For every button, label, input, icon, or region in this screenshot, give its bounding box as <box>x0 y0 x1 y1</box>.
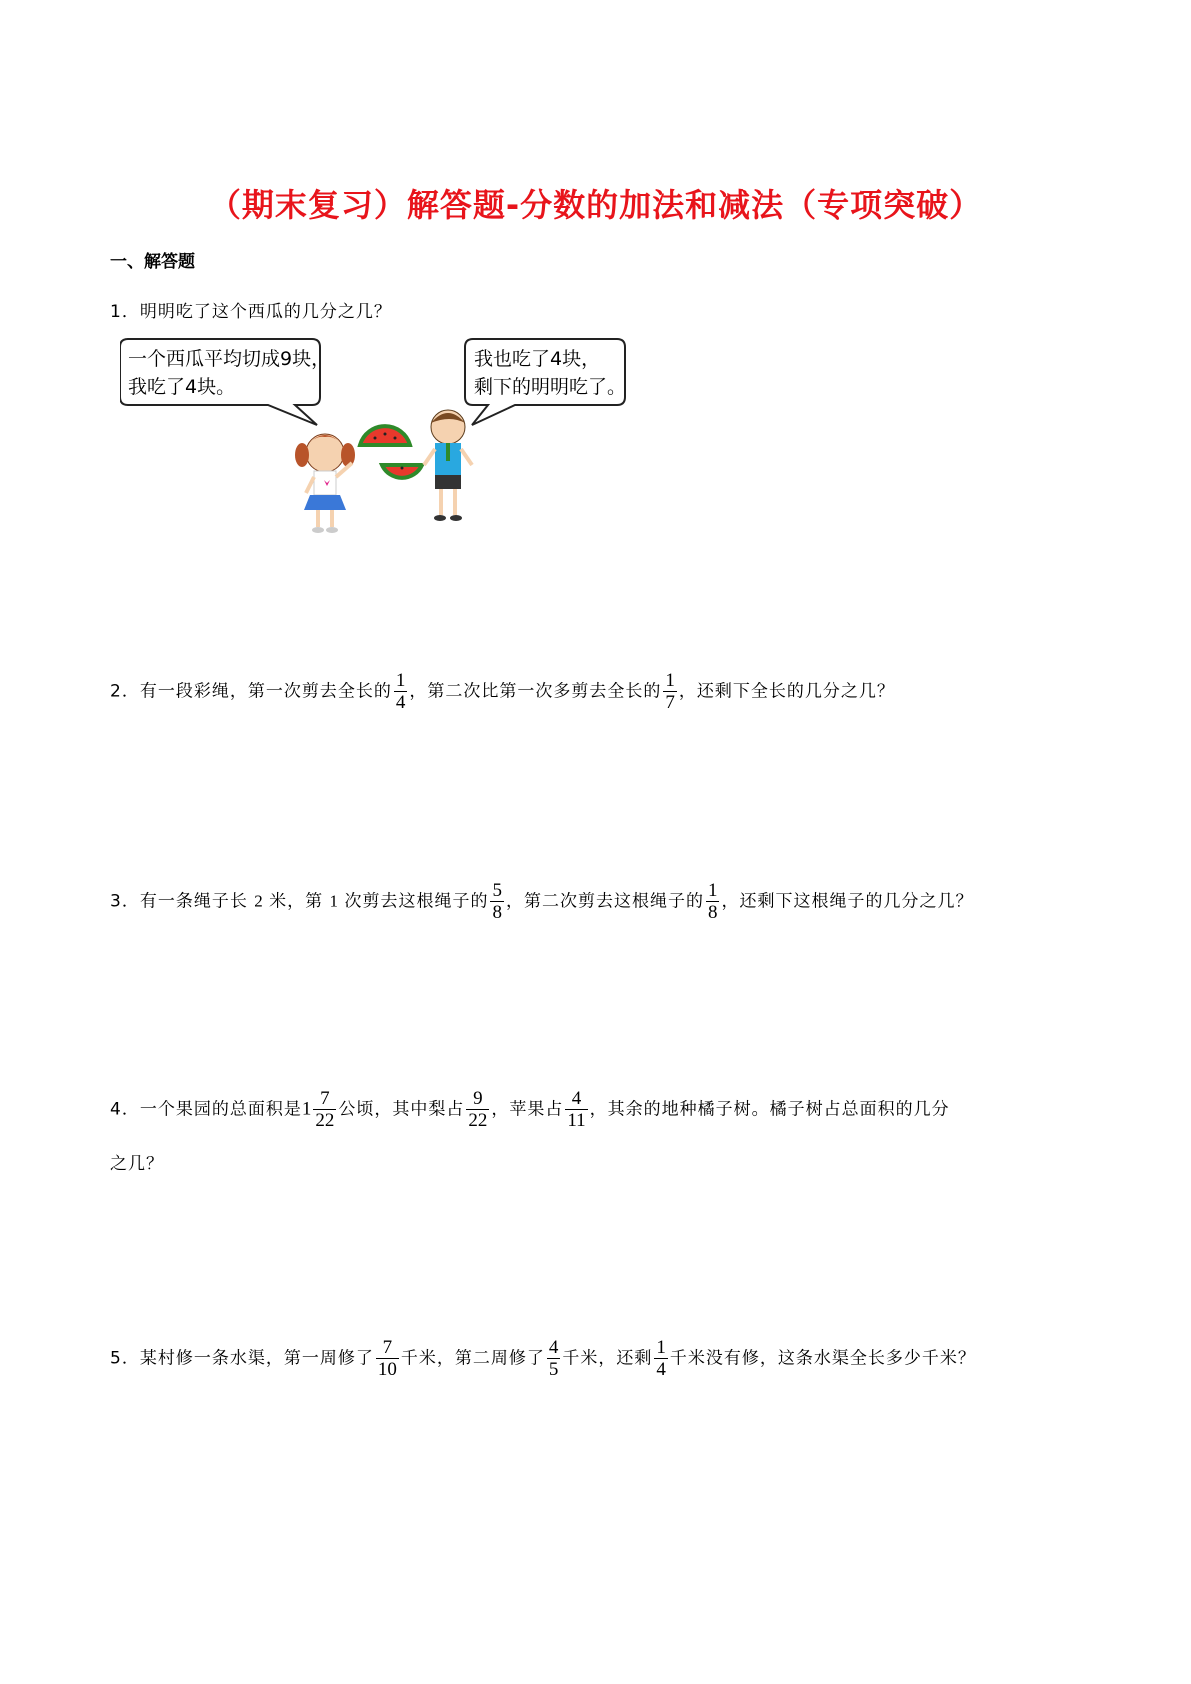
watermelon-illustration <box>120 335 720 545</box>
fraction: $\frac{4}{5}$ <box>548 1337 559 1380</box>
bubble-right-line-1: 我也吃了4块， <box>474 348 601 370</box>
fraction: $\frac{1}{8}$ <box>707 880 718 923</box>
section-heading: 一、解答题 <box>110 252 195 272</box>
page-title: （期末复习）解答题-分数的加法和减法（专项突破） <box>208 186 983 224</box>
question-2: 2．有一段彩绳，第一次剪去全长的 $\frac{1}{4}$ ，第二次比第一次多剪去全长的 $\frac{1}{7}$ ，还剩下全长的几分之几？ <box>110 670 895 713</box>
fraction: $\frac{7}{22}$ <box>315 1088 335 1131</box>
question-4-continued: 之几？ <box>110 1154 164 1174</box>
fraction: $\frac{1}{4}$ <box>395 670 406 713</box>
question-5: 5．某村修一条水渠，第一周修了 $\frac{7}{10}$ 千米，第二周修了 $\frac{4}{5}$ 千米，还剩 $\frac{1}{4}$ 千米没有修，这条水渠全长多少千米？ <box>110 1337 976 1380</box>
fraction: $\frac{7}{10}$ <box>377 1337 397 1380</box>
speech-bubble-right <box>465 339 626 425</box>
boy-figure <box>424 410 472 521</box>
fraction: $\frac{9}{22}$ <box>468 1088 488 1131</box>
question-3: 3．有一条绳子长 2 米，第 1 次剪去这根绳子的 $\frac{5}{8}$ ，第二次剪去这根绳子的 $\frac{1}{8}$ ，还剩下这根绳子的几分之几？ <box>110 880 974 923</box>
fraction: $\frac{5}{8}$ <box>492 880 502 923</box>
bubble-left-line-1: 一个西瓜平均切成9块， <box>128 348 331 370</box>
bubble-right-line-2: 剩下的明明吃了。 <box>474 376 627 398</box>
fraction: $\frac{1}{7}$ <box>665 670 675 713</box>
question-4: 4．一个果园的总面积是1 $\frac{7}{22}$ 公顷，其中梨占 $\frac{9}{22}$ ，苹果占 $\frac{4}{11}$ ，其余的地种橘子树。橘子树占总面积的几分 <box>110 1088 950 1131</box>
bubble-left-line-2: 我吃了4块。 <box>128 376 236 398</box>
fraction: $\frac{4}{11}$ <box>567 1088 586 1131</box>
fraction: $\frac{1}{4}$ <box>656 1337 666 1380</box>
girl-figure <box>295 434 355 533</box>
speech-bubble-left <box>120 339 330 425</box>
question-1: 1．明明吃了这个西瓜的几分之几？ <box>110 302 392 322</box>
watermelon-icon <box>360 426 422 478</box>
